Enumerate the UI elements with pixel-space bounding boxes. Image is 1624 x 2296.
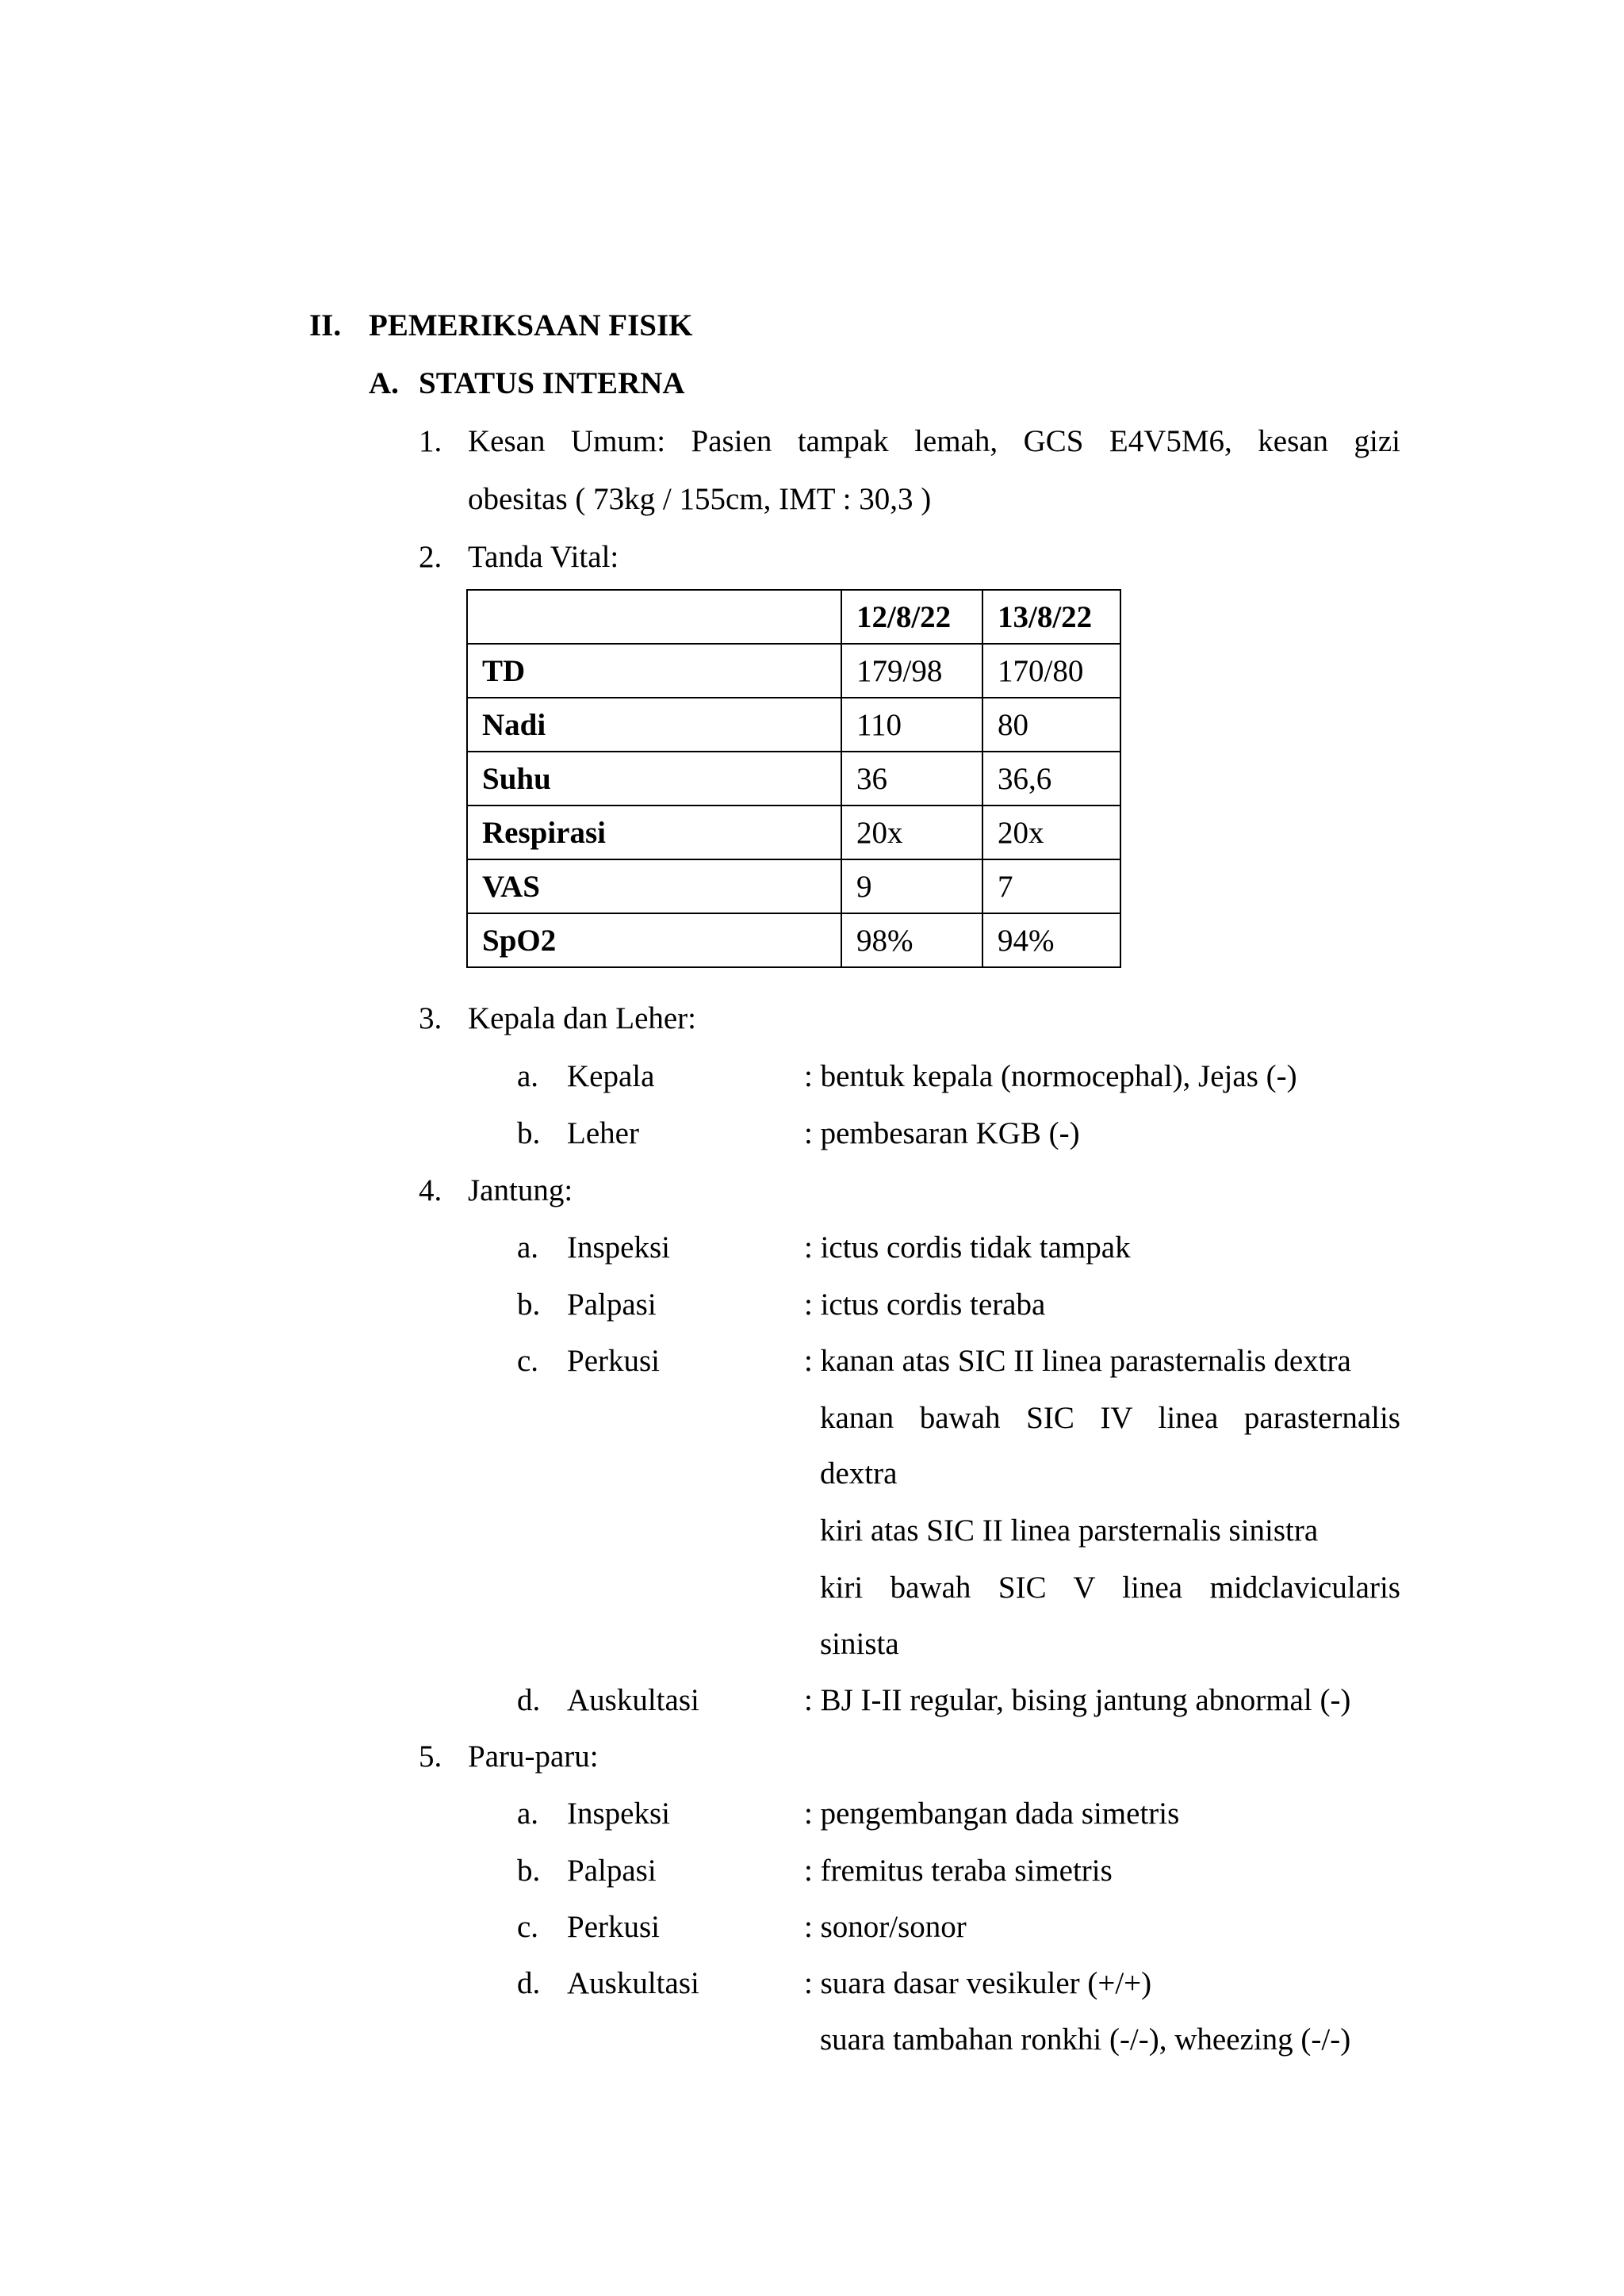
sub-value-continued: sinista [820, 1627, 899, 1661]
table-row [467, 698, 1120, 752]
table-cell: 20x [841, 806, 982, 859]
table-header-cell [467, 590, 841, 644]
sub-letter: c. [517, 1344, 539, 1378]
sub-value: : fremitus teraba simetris [804, 1854, 1113, 1888]
sub-value-continued: kiri atas SIC II linea parsternalis sinistra [820, 1513, 1319, 1548]
table-row [467, 859, 1120, 913]
section-number: II. [309, 308, 342, 342]
sub-name: Perkusi [567, 1344, 660, 1378]
table-cell: 110 [841, 698, 982, 752]
sub-value: : suara dasar vesikuler (+/+) [804, 1966, 1152, 2000]
table-cell: 36,6 [982, 752, 1120, 806]
section-title: PEMERIKSAAN FISIK [369, 308, 693, 342]
item-number: 1. [419, 424, 442, 458]
kepala-leher-label: Kepala dan Leher: [468, 1001, 697, 1035]
sub-name: Auskultasi [567, 1683, 699, 1717]
subsection-letter: A. [369, 366, 399, 400]
table-row [467, 752, 1120, 806]
item-number: 5. [419, 1739, 442, 1774]
table-cell: SpO2 [467, 913, 841, 967]
sub-letter: a. [517, 1059, 539, 1093]
sub-value-continued: kanan bawah SIC IV linea parasternalis [820, 1401, 1400, 1435]
item-number: 4. [419, 1173, 442, 1207]
sub-value: : kanan atas SIC II linea parasternalis dextra [804, 1344, 1351, 1378]
sub-name: Auskultasi [567, 1966, 699, 2000]
table-cell: 94% [982, 913, 1120, 967]
kesan-umum-line1: Kesan Umum: Pasien tampak lemah, GCS E4V5M6, kesan gizi [468, 424, 1400, 458]
table-row [467, 913, 1120, 967]
table-cell: Respirasi [467, 806, 841, 859]
table-cell: VAS [467, 859, 841, 913]
sub-value-continued: suara tambahan ronkhi (-/-), wheezing (-/-) [820, 2022, 1351, 2057]
jantung-label: Jantung: [468, 1173, 573, 1207]
tanda-vital-label: Tanda Vital: [468, 540, 619, 574]
table-cell: TD [467, 644, 841, 698]
sub-letter: b. [517, 1288, 541, 1322]
table-cell: 7 [982, 859, 1120, 913]
sub-letter: b. [517, 1116, 541, 1150]
sub-value: : sonor/sonor [804, 1910, 967, 1944]
sub-letter: d. [517, 1966, 541, 2000]
table-cell: Suhu [467, 752, 841, 806]
sub-value: : BJ I-II regular, bising jantung abnormal (-) [804, 1683, 1351, 1717]
table-row [467, 806, 1120, 859]
sub-name: Palpasi [567, 1288, 657, 1322]
item-number: 3. [419, 1001, 442, 1035]
sub-letter: a. [517, 1797, 539, 1831]
sub-value: : ictus cordis teraba [804, 1288, 1046, 1322]
table-header-cell: 12/8/22 [841, 590, 982, 644]
sub-value: : bentuk kepala (normocephal), Jejas (-) [804, 1059, 1297, 1093]
sub-value: : pembesaran KGB (-) [804, 1116, 1080, 1150]
sub-name: Palpasi [567, 1854, 657, 1888]
table-cell: 9 [841, 859, 982, 913]
table-cell: 36 [841, 752, 982, 806]
sub-value-continued: dextra [820, 1456, 898, 1490]
subsection-title: STATUS INTERNA [419, 366, 685, 400]
table-header-row [467, 590, 1120, 644]
sub-value: : pengembangan dada simetris [804, 1797, 1180, 1831]
table-cell: Nadi [467, 698, 841, 752]
sub-name: Inspeksi [567, 1797, 670, 1831]
table-cell: 179/98 [841, 644, 982, 698]
table-cell: 80 [982, 698, 1120, 752]
sub-letter: a. [517, 1230, 539, 1265]
sub-name: Leher [567, 1116, 639, 1150]
sub-letter: d. [517, 1683, 541, 1717]
vital-signs-table [466, 589, 1121, 968]
table-cell: 20x [982, 806, 1120, 859]
sub-name: Perkusi [567, 1910, 660, 1944]
table-header-cell: 13/8/22 [982, 590, 1120, 644]
sub-value: : ictus cordis tidak tampak [804, 1230, 1131, 1265]
sub-letter: c. [517, 1910, 539, 1944]
sub-name: Kepala [567, 1059, 655, 1093]
sub-value-continued: kiri bawah SIC V linea midclavicularis [820, 1571, 1400, 1605]
sub-letter: b. [517, 1854, 541, 1888]
table-cell: 170/80 [982, 644, 1120, 698]
table-row [467, 644, 1120, 698]
table-cell: 98% [841, 913, 982, 967]
kesan-umum-line2: obesitas ( 73kg / 155cm, IMT : 30,3 ) [468, 482, 932, 516]
item-number: 2. [419, 540, 442, 574]
sub-name: Inspeksi [567, 1230, 670, 1265]
paru-label: Paru-paru: [468, 1739, 599, 1774]
